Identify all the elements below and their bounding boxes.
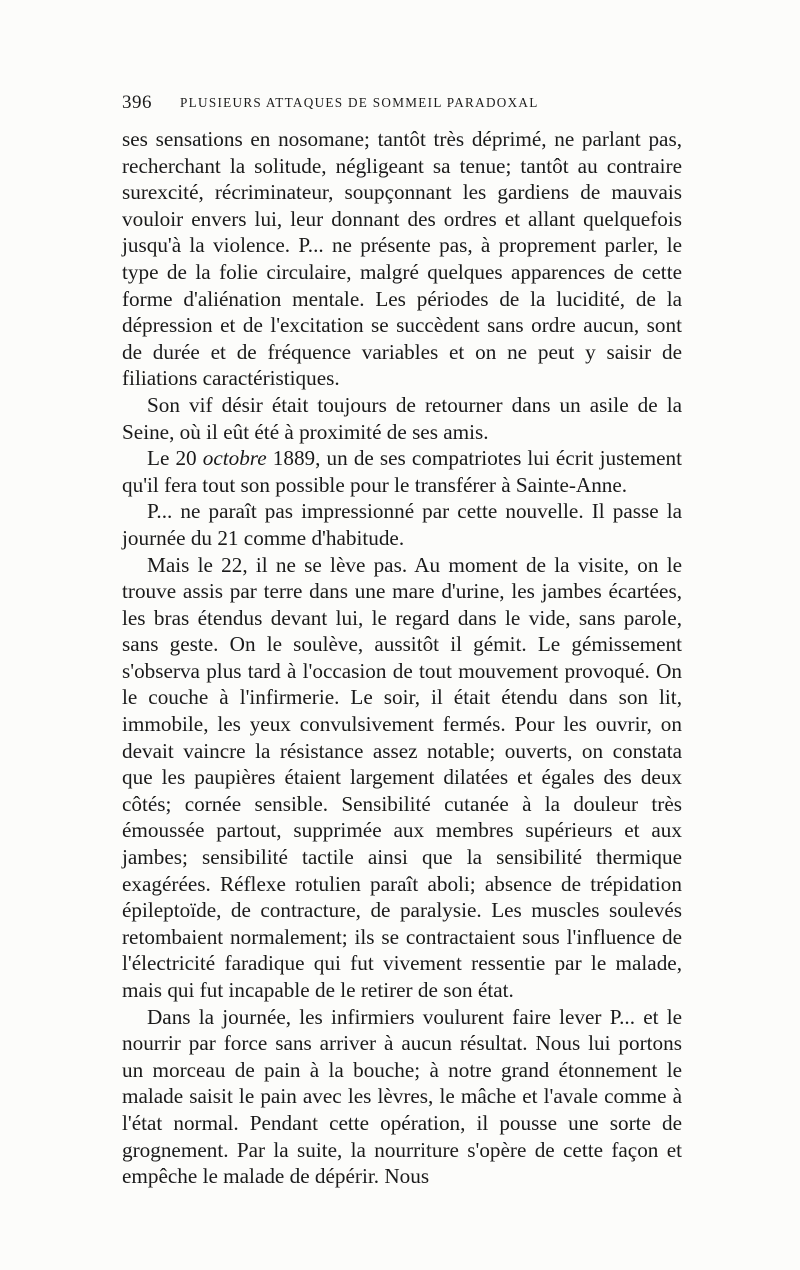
page-header	[122, 92, 682, 118]
paragraph-5: Mais le 22, il ne se lève pas. Au moment de la visite, on le trouve assis par terre dans une mare d'urine, les jambes écartées, les bras étendus devant lui, le regard dans le vide, sans parole, sans geste. On le soulève, aussitôt il gémit. Le gémissement s'observa plus tard à l'occasion de tout mouvement provoqué. On le couche à l'infirmerie. Le soir, il était étendu dans son lit, immobile, les yeux convulsivement fermés. Pour les ouvrir, on devait vaincre la résistance assez notable; ouverts, on constata que les paupières étaient largement dilatées et égales des deux côtés; cornée sensible. Sensibilité cutanée à la douleur très émoussée partout, supprimée aux membres supérieurs et aux jambes; sensibilité tactile ainsi que la sensibilité thermique exagérées. Réflexe rotulien paraît aboli; absence de trépidation épileptoïde, de contracture, de paralysie. Les muscles soulevés retombaient normalement; ils se contractaient sous l'influence de l'électricité faradique qui fut vivement ressentie par le malade, mais qui fut incapable de le retirer de son état.	[122, 552, 682, 1002]
paragraph-6: Dans la journée, les infirmiers voulurent faire lever P... et le nourrir par force sans arriver à aucun résultat. Nous lui portons un morceau de pain à la bouche; à notre grand étonnement le malade saisit le pain avec les lèvres, le mâche et l'avale comme à l'état normal. Pendant cette opération, il pousse une sorte de grognement. Par la suite, la nourriture s'opère de cette façon et empêche le malade de dépérir. Nous	[122, 1004, 682, 1189]
paragraph-1: ses sensations en nosomane; tantôt très déprimé, ne parlant pas, recherchant la solitude, négligeant sa tenue; tantôt au contraire surexcité, récriminateur, soupçonnant les gardiens de mauvais vouloir envers lui, leur donnant des ordres et allant quelquefois jusqu'à la violence. P... ne présente pas, à proprement parler, le type de la folie circulaire, malgré quelques apparences de cette forme d'aliénation mentale. Les périodes de la lucidité, de la dépression et de l'excitation se succèdent sans ordre aucun, sont de durée et de fréquence variables et on ne peut y saisir de filiations caractéristiques.	[122, 127, 682, 391]
paragraph-3-after: 1889, un de ses compatriotes lui écrit justement qu'il fera tout son possible pour le transférer à Sainte-Anne.	[122, 446, 682, 497]
paragraph-3-emphasis: octobre	[202, 446, 267, 471]
paragraph-3	[122, 445, 682, 498]
running-title: PLUSIEURS ATTAQUES DE SOMMEIL PARADOXAL	[180, 95, 539, 110]
paragraph-4: P... ne paraît pas impressionné par cette nouvelle. Il passe la journée du 21 comme d'habitude.	[122, 499, 682, 550]
page-number: 396	[122, 92, 152, 113]
paragraph-2: Son vif désir était toujours de retourner dans un asile de la Seine, où il eût été à proximité de ses amis.	[122, 392, 682, 444]
body-text	[122, 126, 682, 1190]
paragraph-3-before: Le 20	[147, 446, 203, 471]
